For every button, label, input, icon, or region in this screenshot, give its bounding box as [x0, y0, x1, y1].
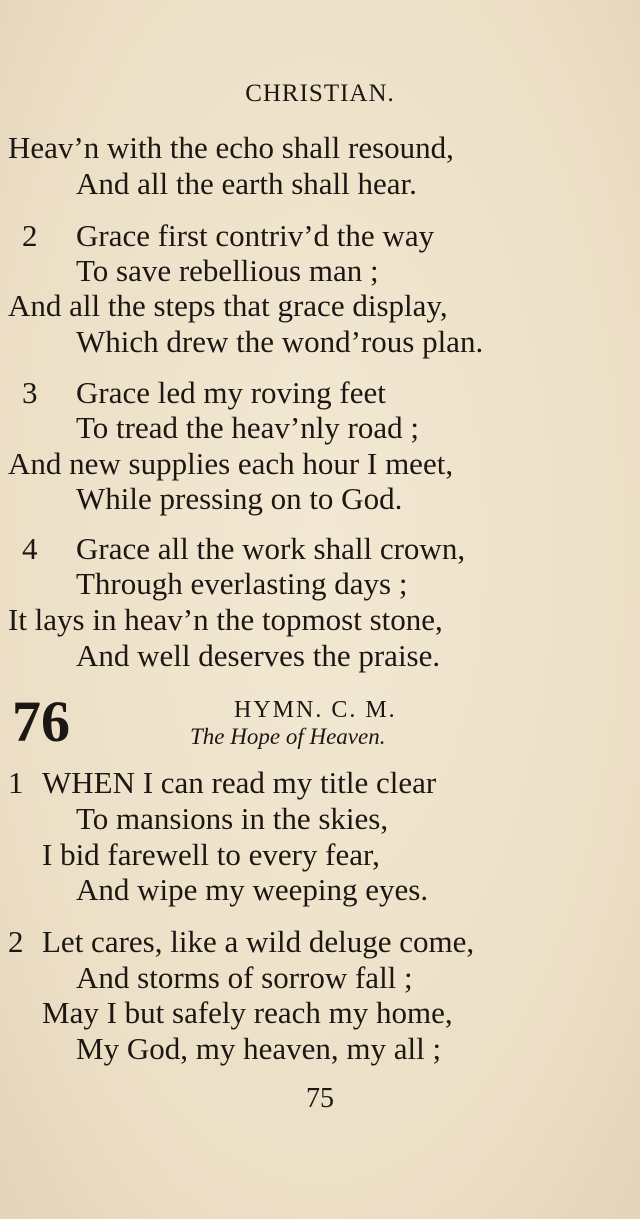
- verse-line: And wipe my weeping eyes.: [76, 872, 429, 907]
- verse-number: 4: [22, 531, 38, 566]
- running-header: CHRISTIAN.: [245, 80, 395, 107]
- verse-line: And all the steps that grace display,: [8, 288, 448, 323]
- verse-line: And new supplies each hour I meet,: [8, 446, 454, 481]
- continuation-line-1: Heav’n with the echo shall resound,: [8, 130, 454, 165]
- verse-line: Grace led my roving feet: [76, 375, 386, 410]
- verse-line: Let cares, like a wild deluge come,: [42, 924, 475, 959]
- verse-line: WHEN I can read my title clear: [42, 765, 437, 800]
- verse-line: I bid farewell to every fear,: [42, 837, 380, 872]
- page-number: 75: [306, 1083, 334, 1114]
- hymn-meter: HYMN. C. M.: [234, 697, 397, 723]
- hymn-subtitle: The Hope of Heaven.: [190, 724, 386, 749]
- verse-line: To mansions in the skies,: [76, 801, 389, 836]
- verse-line: It lays in heav’n the topmost stone,: [8, 602, 443, 637]
- verse-line: And well deserves the praise.: [76, 638, 441, 673]
- verse-number: 3: [22, 375, 38, 410]
- hymn-number: 76: [12, 689, 70, 754]
- verse-number: 2: [8, 924, 24, 959]
- verse-line: Grace all the work shall crown,: [76, 531, 466, 566]
- verse-line: My God, my heaven, my all ;: [76, 1031, 442, 1066]
- verse-line: Grace first contriv’d the way: [76, 218, 435, 253]
- verse-number: 2: [22, 218, 38, 253]
- verse-number: 1: [8, 765, 24, 800]
- verse-line: To save rebellious man ;: [76, 253, 379, 288]
- verse-line: Through everlasting days ;: [76, 566, 408, 601]
- verse-line: While pressing on to God.: [76, 481, 403, 516]
- verse-line: May I but safely reach my home,: [42, 995, 453, 1030]
- continuation-line-2: And all the earth shall hear.: [76, 166, 417, 201]
- verse-line: To tread the heav’nly road ;: [76, 410, 419, 445]
- verse-line: And storms of sorrow fall ;: [76, 960, 413, 995]
- verse-line: Which drew the wond’rous plan.: [76, 324, 484, 359]
